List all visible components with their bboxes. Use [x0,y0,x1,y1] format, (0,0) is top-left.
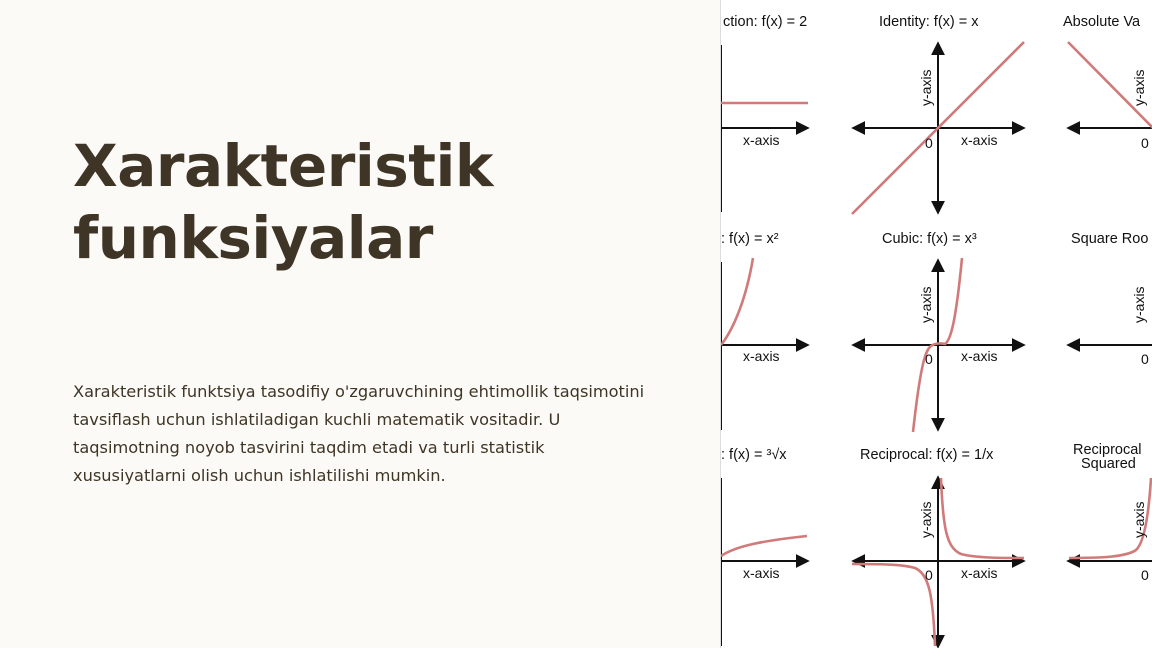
origin-label: 0 [925,135,933,151]
function-graphs-image [720,0,1152,648]
panel-title-square-root: Square Roo [1071,231,1149,247]
x-axis-label: x-axis [961,348,998,364]
panel-identity [852,14,1024,214]
curve-quadratic [721,258,753,345]
x-axis-label: x-axis [743,348,780,364]
panel-constant [721,14,808,212]
origin-label: 0 [1141,567,1149,583]
curve-reciprocal-negative [852,564,935,646]
origin-label: 0 [1141,135,1149,151]
panel-title-quadratic: : f(x) = x² [721,231,779,247]
y-axis-label: y-axis [918,69,934,106]
panel-title-reciprocal-squared-line2: Squared [1081,456,1136,472]
panel-title-cubic: Cubic: f(x) = x³ [882,231,977,247]
y-axis-label: y-axis [1131,286,1147,323]
curve-cube-root [721,536,807,556]
x-axis-label: x-axis [961,132,998,148]
title-line-1: Xarakteristik [73,132,493,200]
panel-reciprocal-squared [1069,442,1152,583]
panel-square-root [1069,231,1152,367]
panel-cube-root [721,447,807,646]
panel-absolute [1063,14,1152,151]
panel-title-cube-root: : f(x) = ³√x [721,447,787,463]
panel-title-absolute: Absolute Va [1063,14,1141,30]
panel-reciprocal [852,447,1024,646]
panel-title-reciprocal: Reciprocal: f(x) = 1/x [860,447,994,463]
panel-quadratic [721,231,807,430]
origin-label: 0 [925,567,933,583]
function-graphs-svg [721,0,1152,648]
curve-reciprocal-positive [941,478,1024,558]
x-axis-label: x-axis [743,132,780,148]
x-axis-label: x-axis [961,565,998,581]
title-line-2: funksiyalar [73,204,433,272]
panel-title-identity: Identity: f(x) = x [879,14,979,30]
panel-cubic [854,231,1023,432]
y-axis-label: y-axis [1131,69,1147,106]
y-axis-label: y-axis [1131,501,1147,538]
slide-title [73,130,493,274]
x-axis-label: x-axis [743,565,780,581]
origin-label: 0 [925,351,933,367]
y-axis-label: y-axis [918,501,934,538]
panel-title-constant: ction: f(x) = 2 [723,14,808,30]
panel-title-reciprocal-squared: Reciprocal [1073,442,1142,458]
origin-label: 0 [1141,351,1149,367]
slide-body-text: Xarakteristik funktsiya tasodifiy o'zgaruvchining ehtimollik taqsimotini tavsiflash uchun ishlatiladigan kuchli matematik vositadir. U taqsimotning noyob tasvirini taqdim etadi va turli statistik xususiyatlarni olish uchun ishlatilishi mumkin. [73,382,645,485]
y-axis-label: y-axis [918,286,934,323]
